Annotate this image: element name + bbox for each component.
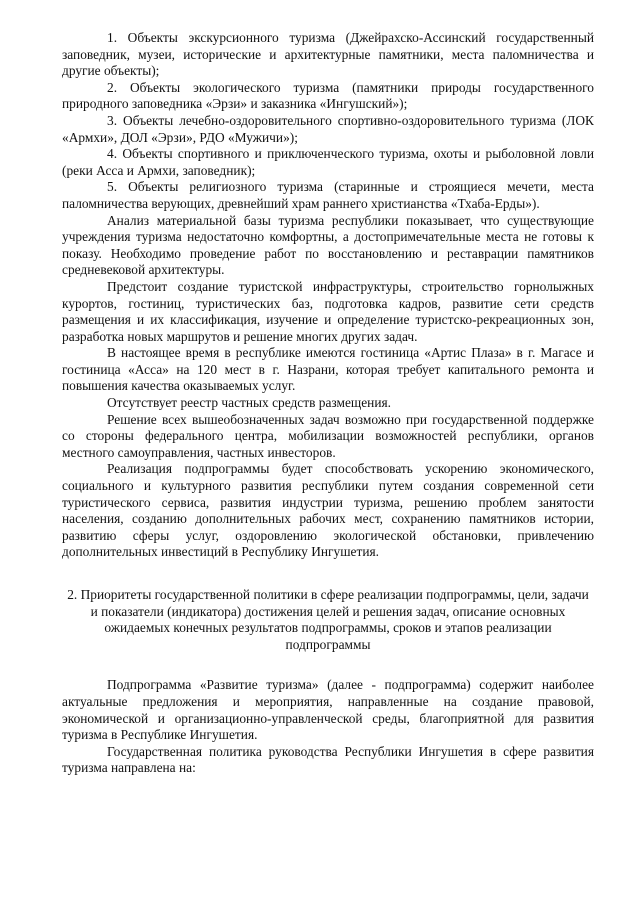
paragraph-analysis: Анализ материальной базы туризма республики показывает, что существующие учреждения туризма недостаточно комфортны, а достопримечательные места не готовы к показу. Необходимо проведение работ по восстановлению и реставрации памятников средневековой архитектуры. xyxy=(62,212,594,278)
paragraph-infrastructure: Предстоит создание туристской инфраструктуры, строительство горнолыжных курортов, гостиниц, туристических баз, подготовка кадров, развитие сети средств размещения и их классификация, изучение и определение туристско-рекреационных зон, разработка новых маршрутов и решение многих других задач. xyxy=(62,278,594,344)
paragraph-implementation: Реализация подпрограммы будет способствовать ускорению экономического, социального и культурного развития республики путем создания современной сети туристического сервиса, развития индустрии туризма, решению проблем занятости населения, созданию дополнительных рабочих мест, сохранению памятников истории, развитию сферы услуг, оздоровлению экологической обстановки, привлечению дополнительных инвестиций в Республику Ингушетия. xyxy=(62,461,594,560)
paragraph-health-objects: 3. Объекты лечебно-оздоровительного спортивно-оздоровительного туризма (ЛОК «Армхи», ДОЛ «Эрзи», РДО «Мужичи»); xyxy=(62,112,594,145)
paragraph-ecological-objects: 2. Объекты экологического туризма (памятники природы государственного природного заповедника «Эрзи» и заказника «Ингушский»); xyxy=(62,79,594,112)
paragraph-state-support: Решение всех вышеобозначенных задач возможно при государственной поддержке со стороны федерального центра, мобилизации возможностей республики, органов местного самоуправления, частных инвесторов. xyxy=(62,411,594,460)
paragraph-subprogram: Подпрограмма «Развитие туризма» (далее - подпрограмма) содержит наиболее актуальные предложения и мероприятия, направленные на создание правовой, экономической и организационно-управленческой среды, благоприятной для развития туризма в Республике Ингушетия. xyxy=(62,677,594,743)
top-section xyxy=(62,30,594,561)
paragraph-hotels: В настоящее время в республике имеются гостиница «Артис Плаза» в г. Магасе и гостиница «Асса» на 120 мест в г. Назрани, которая требует капитального ремонта и повышения качества оказываемых услуг. xyxy=(62,345,594,394)
bottom-section xyxy=(62,677,594,777)
paragraph-state-policy: Государственная политика руководства Республики Ингушетия в сфере развития туризма направлена на: xyxy=(62,743,594,776)
paragraph-excursion-objects: 1. Объекты экскурсионного туризма (Джейрахско-Ассинский государственный заповедник, музеи, исторические и архитектурные памятники, места паломничества и другие объекты); xyxy=(62,30,594,79)
section-heading: 2. Приоритеты государственной политики в сфере реализации подпрограммы, цели, задачи и показатели (индикатора) достижения целей и решения задач, описание основных ожидаемых конечных результатов подпрограммы, сроков и этапов реализации подпрограммы xyxy=(67,587,589,652)
paragraph-religious-objects: 5. Объекты религиозного туризма (старинные и строящиеся мечети, места паломничества верующих, древнейший храм раннего христианства «Тхаба-Ерды»). xyxy=(62,179,594,211)
paragraph-sport-objects: 4. Объекты спортивного и приключенческого туризма, охоты и рыболовной ловли (реки Асса и Армхи, заповедник); xyxy=(62,146,594,178)
paragraph-registry: Отсутствует реестр частных средств размещения. xyxy=(107,395,392,411)
